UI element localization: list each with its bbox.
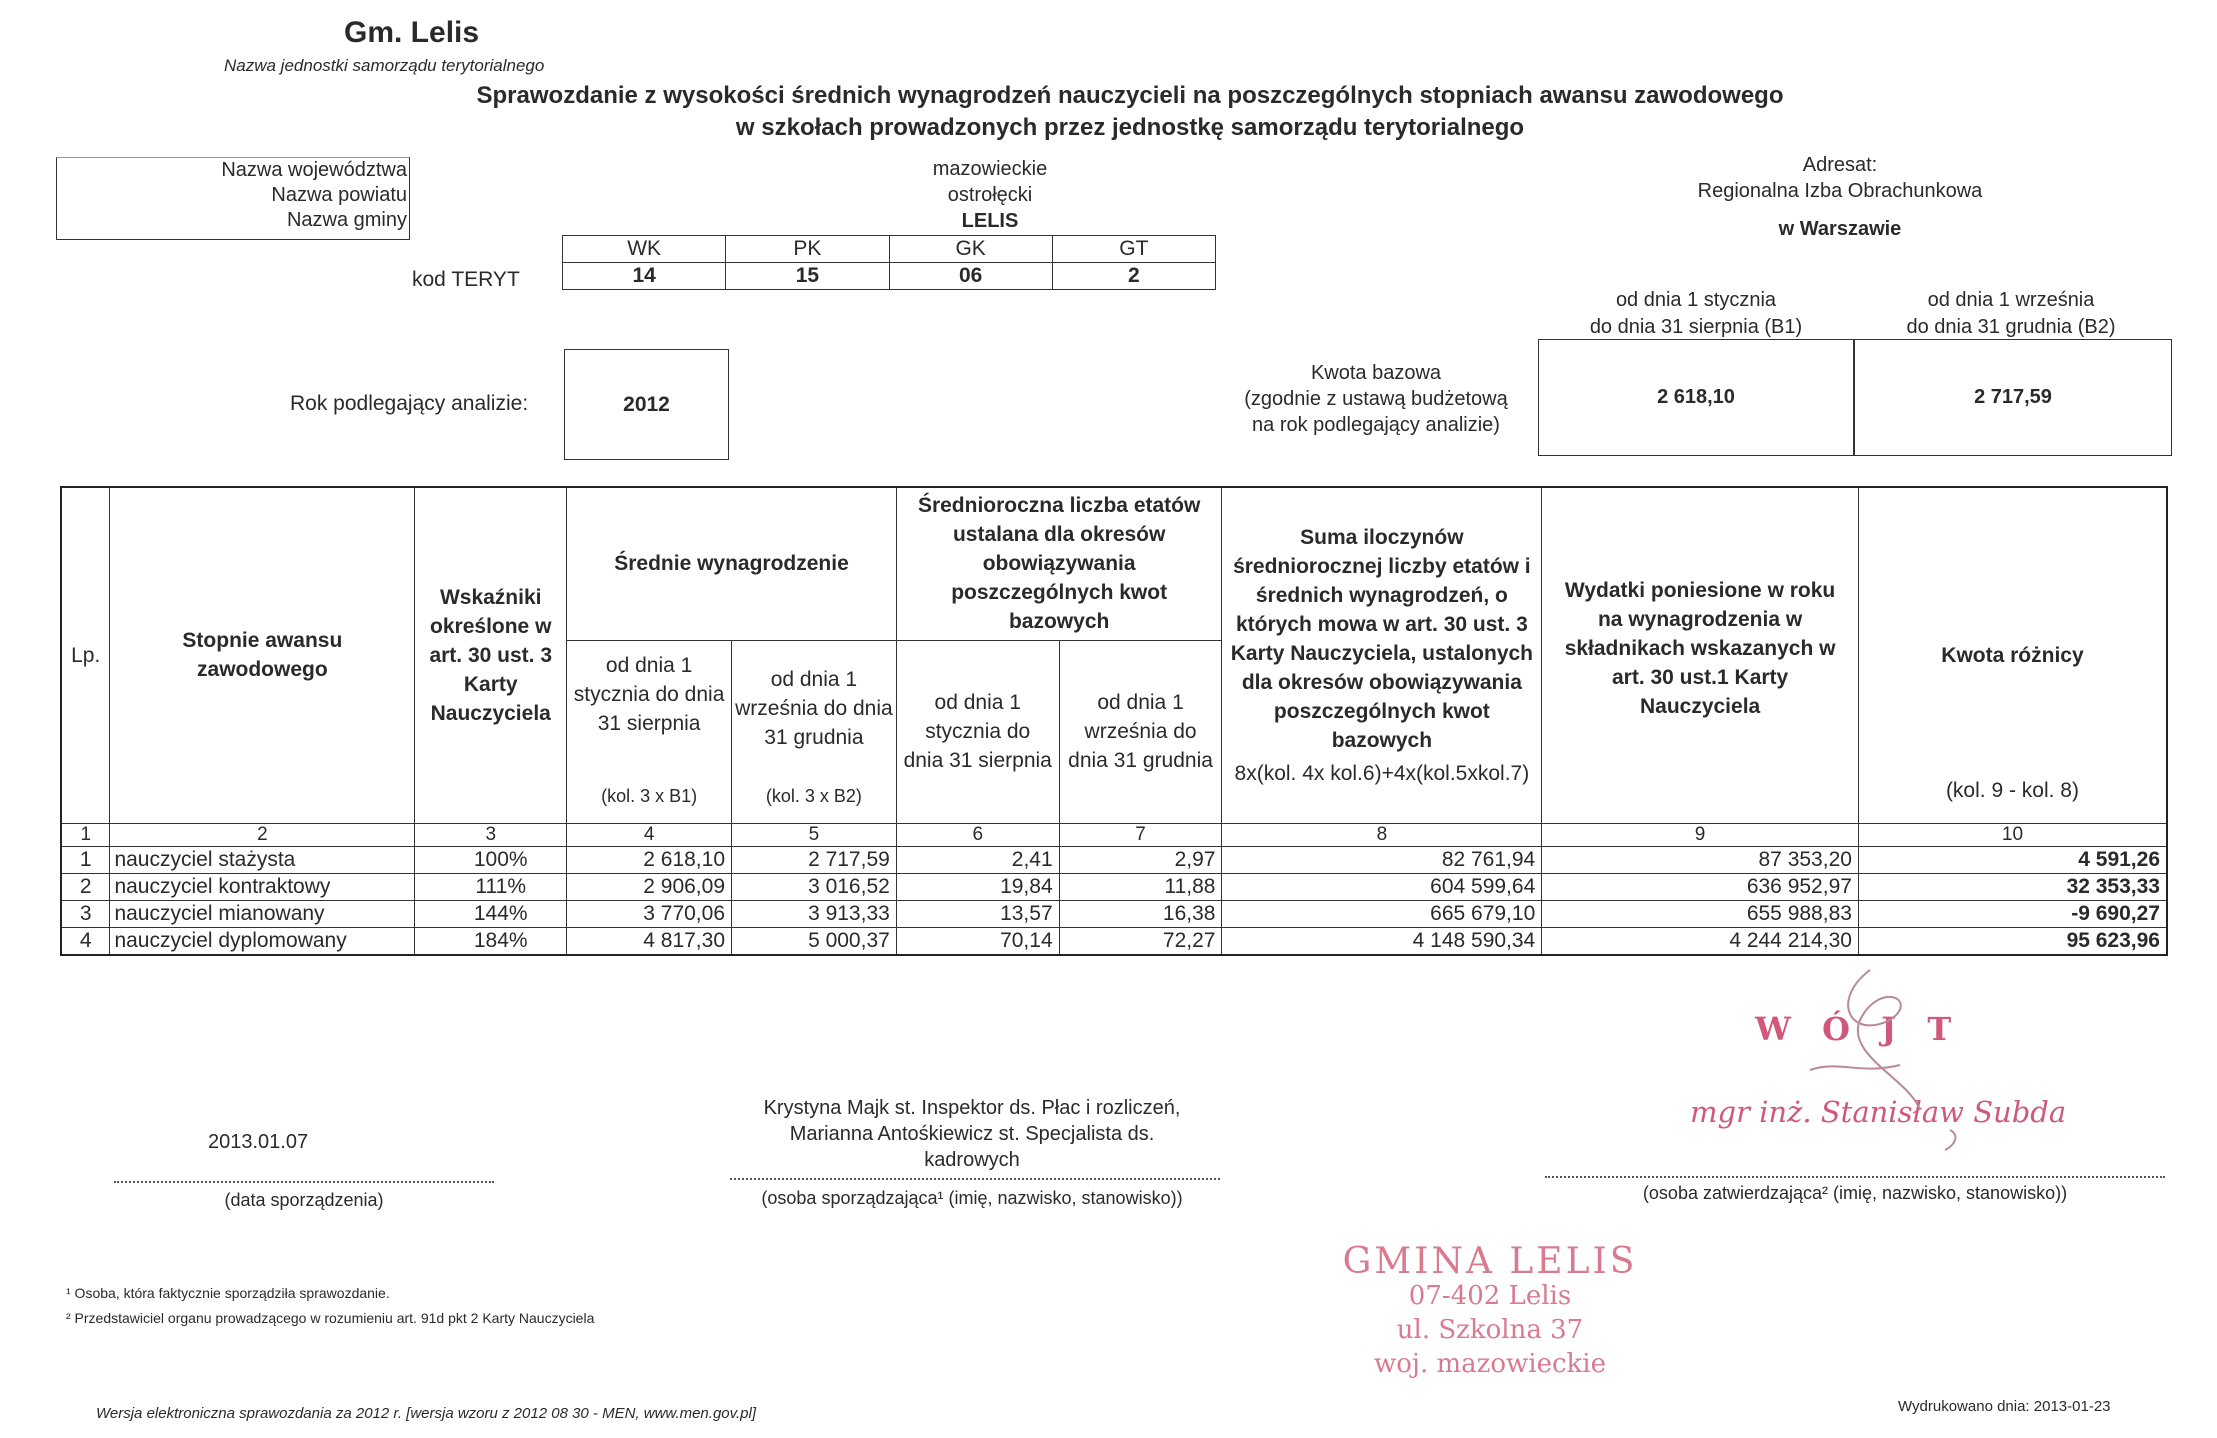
teryt-header-pk: PK xyxy=(726,236,889,263)
row-e1: 13,57 xyxy=(896,900,1059,927)
header-srednie: Średnie wynagrodzenie xyxy=(567,487,897,640)
header-suma-formula: 8x(kol. 4x kol.6)+4x(kol.5xkol.7) xyxy=(1234,761,1530,785)
version-note: Wersja elektroniczna sprawozdania za 2012 r. [wersja wzoru z 2012 08 30 - MEN, www.men.gov.pl] xyxy=(96,1405,757,1422)
b2-header xyxy=(1855,287,2167,341)
row-name: nauczyciel stażysta xyxy=(110,846,415,873)
table-row xyxy=(61,846,2167,873)
table-row xyxy=(61,900,2167,927)
year-label: Rok podlegający analizie: xyxy=(290,392,529,415)
b2-header-line1: od dnia 1 września xyxy=(1927,289,2095,311)
row-name: nauczyciel mianowany xyxy=(110,900,415,927)
approver-line xyxy=(1545,1176,2165,1178)
base-amount-label-line2: (zgodnie z ustawą budżetową xyxy=(1244,388,1508,410)
row-e2: 16,38 xyxy=(1059,900,1222,927)
teryt-value-pk: 15 xyxy=(726,263,889,290)
col-num-10: 10 xyxy=(1858,823,2167,846)
wojt-stamp-title: W Ó J T xyxy=(1755,1010,1962,1048)
voivodeship-label: Nazwa województwa xyxy=(221,159,407,181)
preparer-line3: kadrowych xyxy=(924,1149,1020,1171)
teryt-value-gk: 06 xyxy=(889,263,1052,290)
row-pct: 100% xyxy=(415,846,567,873)
approver-caption: (osoba zatwierdzająca² (imię, nazwisko, stanowisko)) xyxy=(1642,1183,2068,1203)
col-num-5: 5 xyxy=(732,823,897,846)
row-s1: 2 906,09 xyxy=(567,873,732,900)
col-num-6: 6 xyxy=(896,823,1059,846)
wojt-stamp-name: mgr inż. Stanisław Subda xyxy=(1690,1095,2067,1129)
teryt-value-wk: 14 xyxy=(563,263,726,290)
base-amount-label-line1: Kwota bazowa xyxy=(1310,362,1442,384)
gmina-stamp-line1: GMINA LELIS xyxy=(1342,1241,1638,1282)
header-srednie-a-text: od dnia 1 stycznia do dnia 31 sierpnia xyxy=(573,653,725,735)
voivodeship-value: mazowieckie xyxy=(932,158,1048,180)
row-pct: 184% xyxy=(415,927,567,955)
report-title-line2: w szkołach prowadzonych przez jednostkę samorządu terytorialnego xyxy=(735,114,1525,141)
row-pct: 111% xyxy=(415,873,567,900)
b1-header-line2: do dnia 31 sierpnia (B1) xyxy=(1589,316,1803,338)
header-srednie-b-text: od dnia 1 września do dnia 31 grudnia xyxy=(735,667,893,749)
header-srednie-a xyxy=(567,640,732,823)
header-roznica-formula: (kol. 9 - kol. 8) xyxy=(1945,778,2079,802)
header-roznica-text: Kwota różnicy xyxy=(1941,643,2084,667)
teryt-header-gk: GK xyxy=(889,236,1052,263)
row-wydatki: 636 952,97 xyxy=(1542,873,1859,900)
county-label: Nazwa powiatu xyxy=(271,184,407,206)
row-s1: 4 817,30 xyxy=(567,927,732,955)
row-s1: 2 618,10 xyxy=(567,846,732,873)
row-s2: 5 000,37 xyxy=(732,927,897,955)
col-num-1: 1 xyxy=(61,823,110,846)
row-suma: 4 148 590,34 xyxy=(1222,927,1542,955)
addressee-name: Regionalna Izba Obrachunkowa xyxy=(1697,180,1983,202)
col-num-4: 4 xyxy=(567,823,732,846)
row-roznica: 4 591,26 xyxy=(1858,846,2167,873)
teryt-label: kod TERYT xyxy=(412,268,520,291)
gmina-stamp xyxy=(1290,1241,1690,1381)
header-suma xyxy=(1222,487,1542,823)
preparer-line xyxy=(730,1178,1220,1180)
row-roznica: 32 353,33 xyxy=(1858,873,2167,900)
table-row xyxy=(61,873,2167,900)
row-pct: 144% xyxy=(415,900,567,927)
gmina-stamp-line2: 07-402 Lelis xyxy=(1408,1281,1572,1311)
year-value: 2012 xyxy=(564,349,729,460)
column-number-row xyxy=(61,823,2167,846)
row-s2: 2 717,59 xyxy=(732,846,897,873)
header-stopnie: Stopnie awansu zawodowego xyxy=(110,487,415,823)
gmina-stamp-line3: ul. Szkolna 37 xyxy=(1396,1315,1584,1345)
county-value: ostrołęcki xyxy=(947,184,1033,206)
row-lp: 2 xyxy=(61,873,110,900)
report-date: 2013.01.07 xyxy=(208,1131,309,1153)
row-e1: 2,41 xyxy=(896,846,1059,873)
row-lp: 4 xyxy=(61,927,110,955)
preparer-line2: Marianna Antośkiewicz st. Specjalista ds. xyxy=(789,1123,1155,1145)
preparer-line1: Krystyna Majk st. Inspektor ds. Płac i rozliczeń, xyxy=(763,1097,1181,1119)
b1-header-line1: od dnia 1 stycznia xyxy=(1615,289,1777,311)
preparer-caption: (osoba sporządzająca¹ (imię, nazwisko, stanowisko)) xyxy=(761,1188,1183,1208)
row-wydatki: 655 988,83 xyxy=(1542,900,1859,927)
addressee xyxy=(1640,152,2040,242)
row-name: nauczyciel dyplomowany xyxy=(110,927,415,955)
header-roznica xyxy=(1858,487,2167,823)
header-srednie-b xyxy=(732,640,897,823)
row-e2: 2,97 xyxy=(1059,846,1222,873)
col-num-2: 2 xyxy=(110,823,415,846)
b2-header-line2: do dnia 31 grudnia (B2) xyxy=(1906,316,2116,338)
commune-value: LELIS xyxy=(961,210,1019,232)
row-roznica: -9 690,27 xyxy=(1858,900,2167,927)
row-suma: 604 599,64 xyxy=(1222,873,1542,900)
signature-scribble xyxy=(1750,960,2050,1170)
row-e2: 72,27 xyxy=(1059,927,1222,955)
footnote-1: ¹ Osoba, która faktycznie sporządziła sprawozdanie. xyxy=(66,1285,390,1301)
commune-label: Nazwa gminy xyxy=(286,209,407,231)
header-wskazniki: Wskaźniki określone w art. 30 ust. 3 Karty Nauczyciela xyxy=(415,487,567,823)
teryt-table xyxy=(562,235,1216,290)
row-lp: 3 xyxy=(61,900,110,927)
region-labels-box xyxy=(56,157,410,240)
row-suma: 665 679,10 xyxy=(1222,900,1542,927)
footnote-2: ² Przedstawiciel organu prowadzącego w rozumieniu art. 91d pkt 2 Karty Nauczyciela xyxy=(66,1310,595,1326)
report-title-line1: Sprawozdanie z wysokości średnich wynagrodzeń nauczycieli na poszczególnych stopniach awansu zawodowego xyxy=(476,82,1784,109)
header-suma-text: Suma iloczynów średniorocznej liczby etatów i średnich wynagrodzeń, o których mowa w art. 30 ust. 3 Karty Nauczyciela, ustalonych dla okresów obowiązywania poszczególnych kwot bazowych xyxy=(1230,525,1534,752)
header-wydatki: Wydatki poniesione w roku na wynagrodzenia w składnikach wskazanych w art. 30 ust.1 Karty Nauczyciela xyxy=(1542,487,1859,823)
row-name: nauczyciel kontraktowy xyxy=(110,873,415,900)
header-etaty-a: od dnia 1 stycznia do dnia 31 sierpnia xyxy=(896,640,1059,823)
date-caption: (data sporządzenia) xyxy=(224,1190,384,1210)
header-lp: Lp. xyxy=(61,487,110,823)
b2-value: 2 717,59 xyxy=(1974,386,2052,408)
row-roznica: 95 623,96 xyxy=(1858,927,2167,955)
table-row xyxy=(61,927,2167,955)
row-e1: 19,84 xyxy=(896,873,1059,900)
date-line xyxy=(114,1181,494,1183)
row-lp: 1 xyxy=(61,846,110,873)
row-s2: 3 016,52 xyxy=(732,873,897,900)
col-num-8: 8 xyxy=(1222,823,1542,846)
base-amount-label-line3: na rok podlegający analizie) xyxy=(1252,414,1500,436)
teryt-value-gt: 2 xyxy=(1052,263,1215,290)
teryt-header-gt: GT xyxy=(1052,236,1215,263)
col-num-9: 9 xyxy=(1542,823,1859,846)
row-s1: 3 770,06 xyxy=(567,900,732,927)
row-s2: 3 913,33 xyxy=(732,900,897,927)
col-num-7: 7 xyxy=(1059,823,1222,846)
header-etaty-b: od dnia 1 września do dnia 31 grudnia xyxy=(1059,640,1222,823)
gmina-stamp-line4: woj. mazowieckie xyxy=(1374,1349,1606,1379)
row-wydatki: 87 353,20 xyxy=(1542,846,1859,873)
salary-table xyxy=(60,486,2168,956)
unit-name: Gm. Lelis xyxy=(344,16,480,49)
printed-date: Wydrukowano dnia: 2013-01-23 xyxy=(1898,1398,2111,1415)
base-amount-box xyxy=(1538,339,2172,456)
header-etaty: Średnioroczna liczba etatów ustalana dla okresów obowiązywania poszczególnych kwot bazowych xyxy=(896,487,1222,640)
b1-header xyxy=(1540,287,1852,341)
preparer xyxy=(722,1095,1222,1173)
addressee-city: w Warszawie xyxy=(1778,218,1902,240)
header-srednie-b-formula: (kol. 3 x B2) xyxy=(765,785,862,806)
region-values xyxy=(840,156,1140,234)
col-num-3: 3 xyxy=(415,823,567,846)
row-suma: 82 761,94 xyxy=(1222,846,1542,873)
row-e2: 11,88 xyxy=(1059,873,1222,900)
teryt-header-wk: WK xyxy=(563,236,726,263)
header-srednie-a-formula: (kol. 3 x B1) xyxy=(601,785,698,806)
row-wydatki: 4 244 214,30 xyxy=(1542,927,1859,955)
addressee-label: Adresat: xyxy=(1802,154,1878,176)
base-amount-label xyxy=(1220,360,1532,438)
row-e1: 70,14 xyxy=(896,927,1059,955)
unit-caption: Nazwa jednostki samorządu terytorialnego xyxy=(224,56,545,75)
b1-value: 2 618,10 xyxy=(1657,386,1735,408)
